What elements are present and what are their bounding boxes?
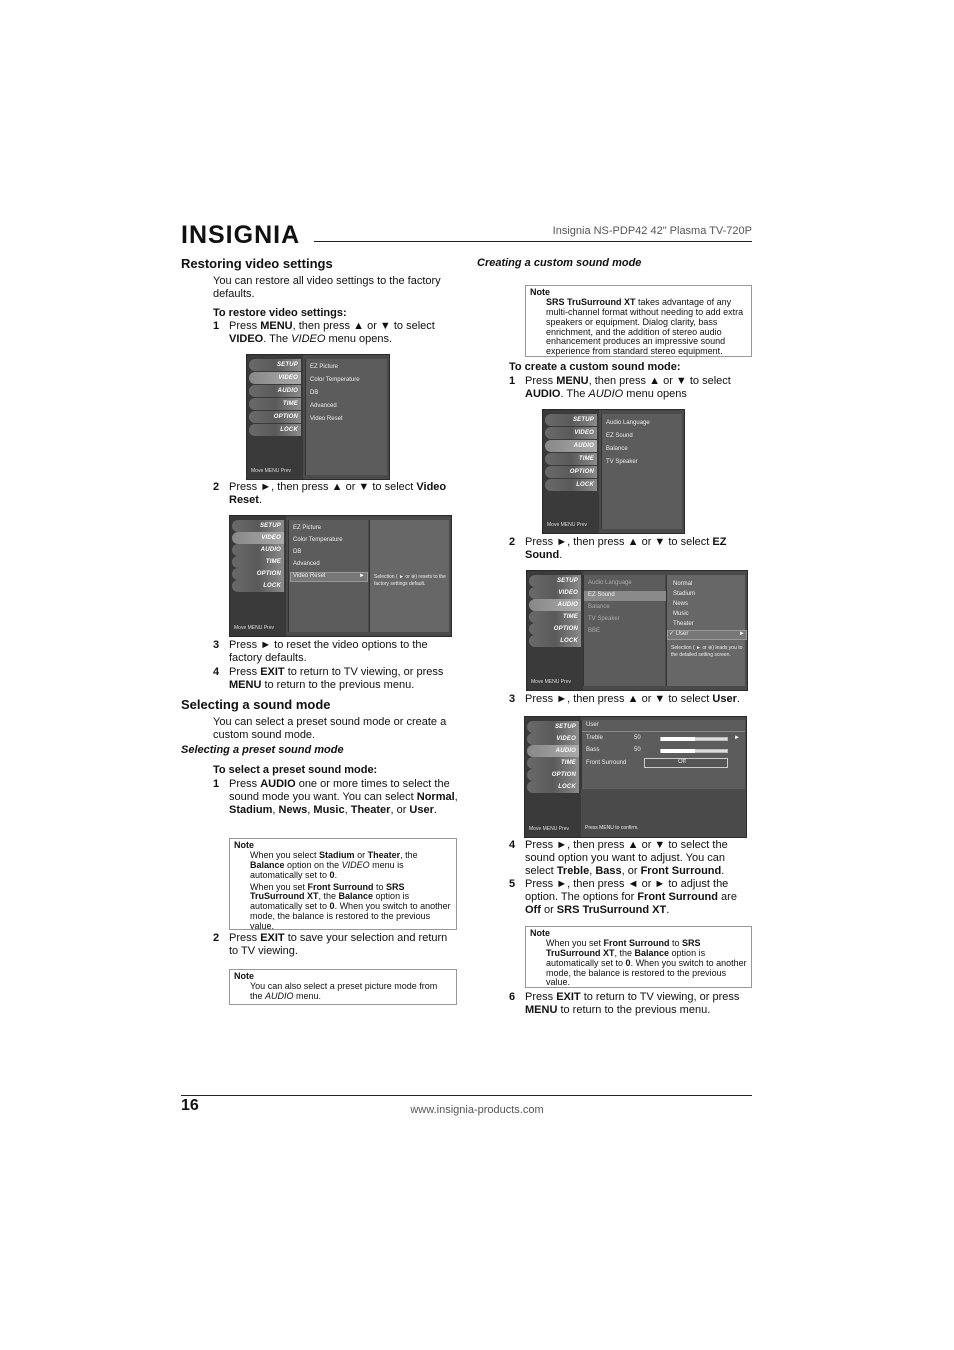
heading-selecting-sound: Selecting a sound mode <box>181 697 331 712</box>
note-srs: Note SRS TruSurround XT takes advantage of any multi-channel format without needing to add extra speakers or equipment. Dialog clarity, bass enrichment, and the addition of stereo audio enhancement produces an impressive sound experience from standard stereo equipment. <box>525 285 752 357</box>
note-preset-1: Note When you select Stadium or Theater, the Balance option on the VIDEO menu is automatically set to 0. When you set Front Surround to SRS TruSurround XT, the Balance option is automatically set to 0. When you switch to another mode, the balance is restored to the previous value. <box>229 838 457 930</box>
osd-video-menu: SETUP VIDEO AUDIO TIME OPTION LOCK Move MENU Prev EZ Picture Color Temperature DB Advanced Video Reset <box>246 354 390 480</box>
header-rule <box>314 241 752 242</box>
header-title: Insignia NS-PDP42 42" Plasma TV-720P <box>552 225 752 237</box>
step-preset-1: 1 Press AUDIO one or more times to select the sound mode you want. You can select Normal, Stadium, News, Music, Theater, or User. <box>213 778 458 816</box>
step-custom-2: 2 Press ►, then press ▲ or ▼ to select EZ Sound. <box>509 536 727 561</box>
step-restore-4: 4 Press EXIT to return to TV viewing, or press MENU to return to the previous menu. <box>213 666 444 691</box>
step-restore-3: 3 Press ► to reset the video options to the factory defaults. <box>213 639 428 664</box>
heading-custom-sound: Creating a custom sound mode <box>477 257 642 269</box>
osd-user-settings: SETUP VIDEO AUDIO TIME OPTION LOCK Move MENU Prev User Treble 50 ► Bass 50 Front Surround Off Press MENU to confirm. <box>524 716 747 838</box>
heading-preset-sound: Selecting a preset sound mode <box>181 744 344 756</box>
step-restore-2: 2 Press ►, then press ▲ or ▼ to select Video Reset. <box>213 481 447 506</box>
lead-custom: To create a custom sound mode: <box>509 361 681 373</box>
step-custom-5: 5 Press ►, then press ◄ or ► to adjust the option. The options for Front Surround are Off or SRS TruSurround XT. <box>509 878 737 916</box>
footer-rule <box>181 1095 752 1096</box>
step-custom-1: 1 Press MENU, then press ▲ or ▼ to select AUDIO. The AUDIO menu opens <box>509 375 731 400</box>
heading-restoring-video: Restoring video settings <box>181 256 333 271</box>
lead-preset: To select a preset sound mode: <box>213 764 378 776</box>
step-custom-4: 4 Press ►, then press ▲ or ▼ to select the sound option you want to adjust. You can select Treble, Bass, or Front Surround. <box>509 839 728 877</box>
note-front-surround: Note When you set Front Surround to SRS TruSurround XT, the Balance option is automatically set to 0. When you switch to another mode, the balance is restored to the previous value. <box>525 926 752 988</box>
step-custom-6: 6 Press EXIT to return to TV viewing, or press MENU to return to the previous menu. <box>509 991 740 1016</box>
osd-audio-menu: SETUP VIDEO AUDIO TIME OPTION LOCK Move MENU Prev Audio Language EZ Sound Balance TV Speaker <box>542 409 685 534</box>
paragraph-restore-intro: You can restore all video settings to the factory defaults. <box>213 275 441 300</box>
note-preset-2: Note You can also select a preset picture mode from the AUDIO menu. <box>229 969 457 1005</box>
footer-url: www.insignia-products.com <box>410 1104 544 1116</box>
osd-ez-sound: SETUP VIDEO AUDIO TIME OPTION LOCK Move MENU Prev Audio Language EZ Sound Balance TV Speaker BBE Normal Stadium News Music Theater ✓ User ► Selection ( ► or ⊛) leads you to the detailed setting screen. <box>526 570 748 691</box>
insignia-logo <box>181 218 303 248</box>
lead-restore: To restore video settings: <box>213 307 347 319</box>
step-restore-1: 1 Press MENU, then press ▲ or ▼ to select VIDEO. The VIDEO menu opens. <box>213 320 435 345</box>
step-custom-3: 3 Press ►, then press ▲ or ▼ to select User. <box>509 693 740 705</box>
osd-video-reset: SETUP VIDEO AUDIO TIME OPTION LOCK Move MENU Prev EZ Picture Color Temperature DB Advanced Video Reset ► Selection ( ► or ⊛) resets to the factory settings default. <box>229 515 452 637</box>
step-preset-2: 2 Press EXIT to save your selection and return to TV viewing. <box>213 932 448 957</box>
paragraph-sound-intro: You can select a preset sound mode or create a custom sound mode. <box>213 716 447 741</box>
page-number: 16 <box>181 1097 199 1114</box>
svg-text:INSIGNIA: INSIGNIA <box>181 221 301 248</box>
